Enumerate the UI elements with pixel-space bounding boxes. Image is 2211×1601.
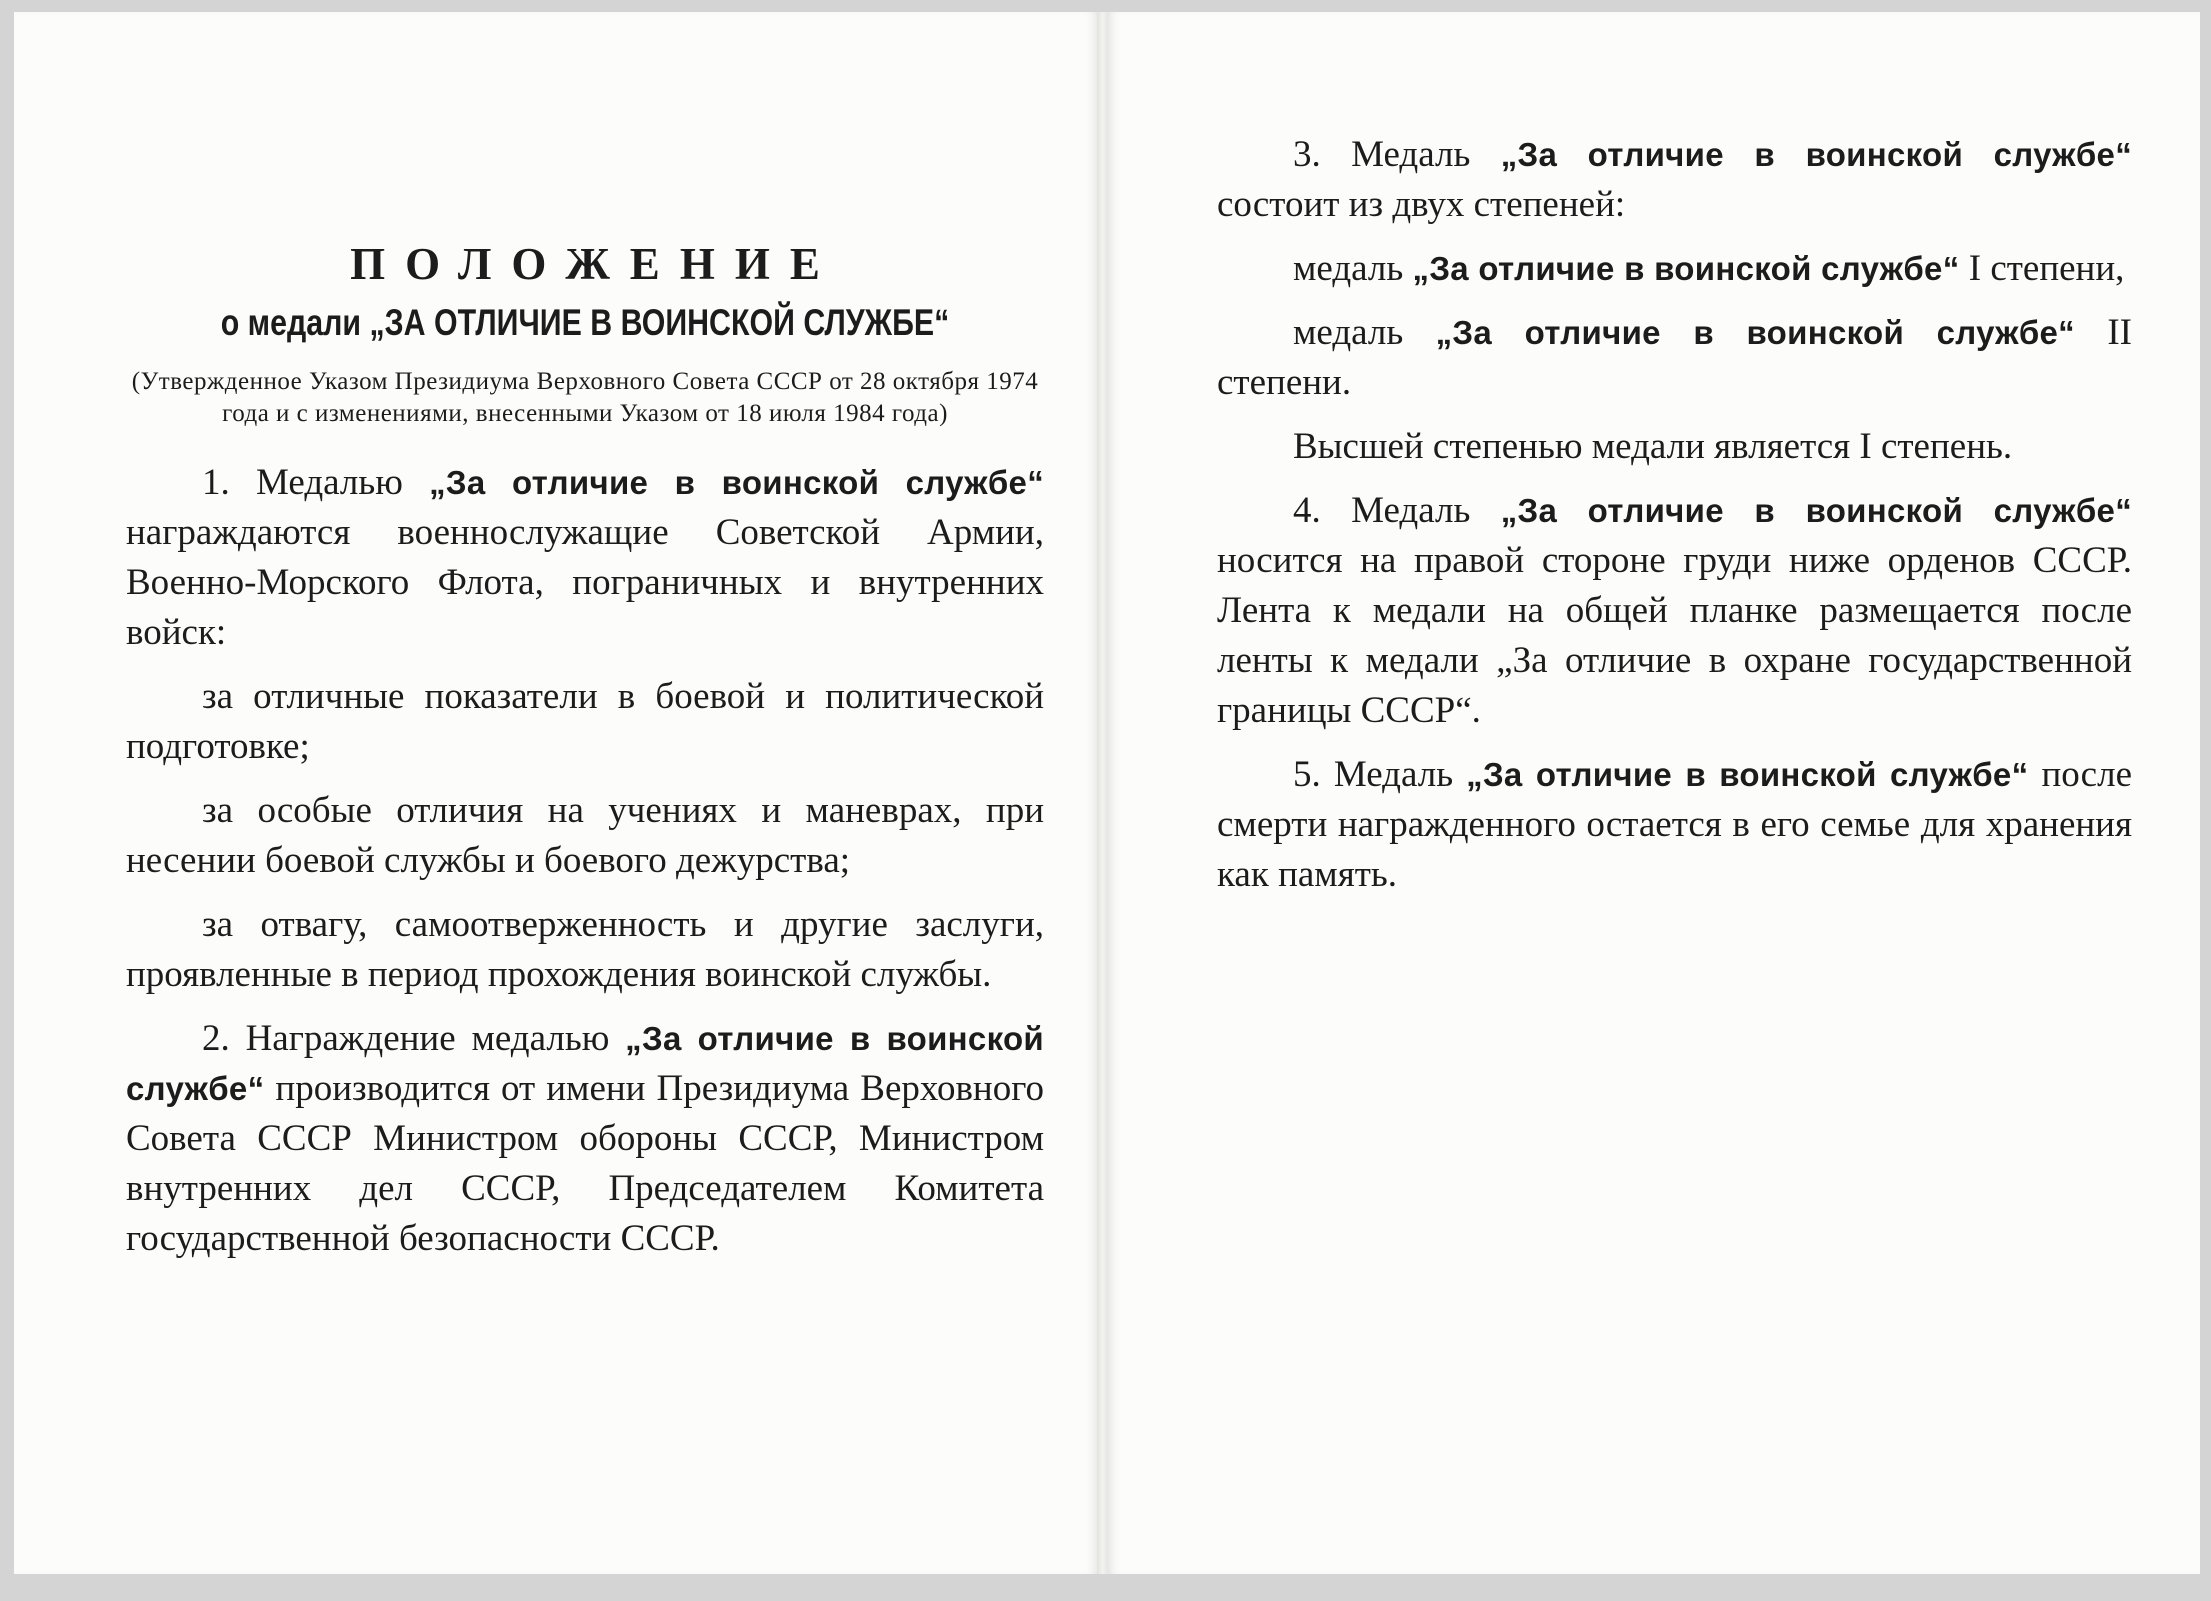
paragraph-5-start: 5. Медаль — [1293, 754, 1467, 795]
paragraph-1 — [126, 458, 1044, 658]
degree-2-end: II степени. — [1217, 312, 2132, 403]
right-page — [1107, 12, 2200, 1574]
degree-2-start: медаль — [1293, 312, 1436, 353]
paragraph-1-end: награждаются военнослужащие Советской Армии, Военно-Морского Флота, пограничных и внутренних войск: — [126, 512, 1044, 653]
left-page-text — [126, 234, 1044, 1278]
left-page — [14, 12, 1099, 1574]
criterion-1: за отличные показатели в боевой и политической подготовке; — [126, 676, 1044, 767]
paragraph-5 — [1217, 750, 2132, 900]
medal-name-bold: „За отличие в воинской службе“ — [429, 464, 1044, 501]
document-subtitle: о медали „ЗА ОТЛИЧИЕ В ВОИНСКОЙ СЛУЖБЕ“ — [220, 302, 950, 343]
highest-degree-note: Высшей степенью медали является I степень. — [1293, 426, 2013, 467]
right-page-text — [1217, 130, 2132, 914]
paragraph-4 — [1217, 486, 2132, 736]
medal-name-bold: „За отличие в воинской службе“ — [126, 1020, 1044, 1107]
paragraph-3-start: 3. Медаль — [1293, 134, 1501, 175]
medal-name-bold: „За отличие в воинской службе“ — [1412, 250, 1960, 287]
paragraph-3 — [1217, 130, 2132, 230]
medal-name-bold: „За отличие в воинской службе“ — [1500, 136, 2132, 173]
paragraph-5-end: после смерти награжденного остается в его семье для хранения как память. — [1217, 754, 2132, 895]
medal-name-bold: „За отличие в воинской службе“ — [1466, 756, 2029, 793]
degree-1-end: I степени, — [1959, 248, 2125, 289]
paragraph-2-start: 2. Награждение медалью — [202, 1018, 626, 1059]
paragraph-3-end: состоит из двух степеней: — [1217, 184, 1626, 225]
criterion-2: за особые отличия на учениях и маневрах, при несении боевой службы и боевого дежурства; — [126, 790, 1044, 881]
paragraph-4-end: носится на правой стороне груди ниже орденов СССР. Лента к медали на общей планке размещается после ленты к медали „За отличие в охране государственной границы СССР“. — [1217, 540, 2132, 731]
paragraph-2-end: производится от имени Президиума Верховного Совета СССР Министром обороны СССР, Министром внутренних дел СССР, Председателем Комитета государственной безопасности СССР. — [126, 1068, 1044, 1259]
document-title: ПОЛОЖЕНИЕ — [350, 239, 840, 289]
paragraph-1-start: 1. Медалью — [202, 462, 430, 503]
medal-name-bold: „За отличие в воинской службе“ — [1435, 314, 2075, 351]
degree-2 — [1217, 308, 2132, 408]
criterion-3: за отвагу, самоотверженность и другие заслуги, проявленные в период прохождения воинской службы. — [126, 904, 1044, 995]
degree-1-start: медаль — [1293, 248, 1413, 289]
approval-note: (Утвержденное Указом Президиума Верховного Совета СССР от 28 октября 1974 года и с изменениями, внесенными Указом от 18 июля 1984 года) — [131, 368, 1039, 427]
medal-name-bold: „За отличие в воинской службе“ — [1500, 492, 2132, 529]
paragraph-2 — [126, 1014, 1044, 1264]
booklet-spread — [14, 12, 2200, 1574]
degree-1 — [1217, 244, 2132, 294]
paragraph-4-start: 4. Медаль — [1293, 490, 1501, 531]
